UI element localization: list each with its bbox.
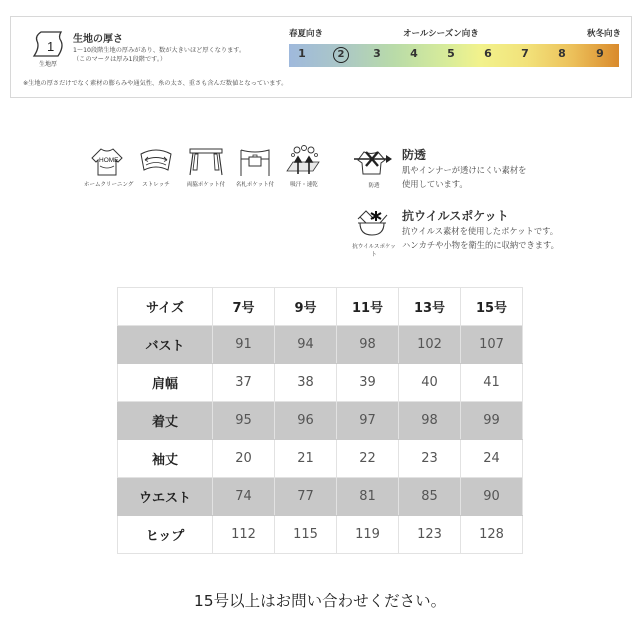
header-cell: 15号	[461, 288, 523, 326]
footer-note: 15号以上はお問い合わせください。	[193, 592, 447, 610]
fabric-thickness-panel	[10, 16, 632, 98]
fabric-thickness-icon-label: 生地厚	[38, 61, 57, 68]
row-label: 肩幅	[118, 364, 213, 402]
feature-antiviral-pocket	[352, 207, 612, 257]
table-row	[118, 326, 523, 364]
name-tag-pocket-icon	[236, 146, 274, 178]
scale-value-selected: 2	[333, 47, 349, 63]
table-cell: 24	[461, 440, 523, 478]
table-cell: 112	[213, 516, 275, 554]
thickness-note: ※生地の厚さだけでなく素材の膨らみや通気性、糸の太さ、重さも含んだ数値となっています。	[23, 80, 288, 87]
feature-body-line: 肌やインナーが透けにくい素材を	[402, 165, 527, 175]
scale-value: 4	[410, 47, 418, 60]
table-cell: 91	[213, 326, 275, 364]
row-label: 着丈	[118, 402, 213, 440]
table-cell: 20	[213, 440, 275, 478]
feature-label: ホームクリーニング	[84, 182, 134, 188]
table-cell: 22	[337, 440, 399, 478]
header-cell: サイズ	[118, 288, 213, 326]
feature-stretch	[134, 146, 178, 188]
table-cell: 119	[337, 516, 399, 554]
feature-icon-label: 抗ウイルスポケット	[352, 244, 396, 258]
table-cell: 21	[275, 440, 337, 478]
feature-body	[402, 163, 526, 191]
table-cell: 37	[213, 364, 275, 402]
table-cell: 97	[337, 402, 399, 440]
scale-value: 8	[558, 47, 566, 60]
table-cell: 102	[399, 326, 461, 364]
header-cell: 13号	[399, 288, 461, 326]
table-cell: 40	[399, 364, 461, 402]
feature-label: ストレッチ	[142, 182, 170, 188]
table-row	[118, 478, 523, 516]
thickness-description	[73, 46, 245, 64]
all-season-label: オールシーズン向き	[403, 29, 479, 39]
feature-title: 抗ウイルスポケット	[402, 209, 509, 223]
table-row	[118, 440, 523, 478]
table-cell: 77	[275, 478, 337, 516]
size-table	[117, 287, 523, 554]
scale-value: 3	[373, 47, 381, 60]
feature-label: 吸汗・速乾	[290, 182, 318, 188]
header-cell: 11号	[337, 288, 399, 326]
antiviral-pocket-icon-wrap	[352, 207, 396, 258]
table-cell: 123	[399, 516, 461, 554]
antiviral-pocket-icon	[352, 207, 392, 237]
table-cell: 95	[213, 402, 275, 440]
feature-body-line: 使用しています。	[402, 179, 468, 189]
anti-see-through-icon-wrap	[352, 146, 396, 189]
thickness-scale-bar	[289, 44, 619, 67]
table-row	[118, 402, 523, 440]
feature-sweat-absorb-quick-dry	[281, 144, 327, 188]
table-cell: 128	[461, 516, 523, 554]
svg-text:1: 1	[47, 39, 55, 54]
home-cleaning-icon	[89, 146, 125, 178]
side-pockets-icon	[187, 146, 225, 178]
thickness-title: 生地の厚さ	[73, 34, 123, 45]
row-label: ヒップ	[118, 516, 213, 554]
feature-label: 両脇ポケット付	[186, 182, 226, 188]
table-row	[118, 364, 523, 402]
thickness-desc-line: 1〜10段階生地の厚みがあり、数が大きいほど厚くなります。	[73, 47, 246, 54]
table-cell: 23	[399, 440, 461, 478]
feature-title: 防透	[402, 148, 427, 162]
table-cell: 96	[275, 402, 337, 440]
feature-body-line: ハンカチや小物を衛生的に収納できます。	[402, 240, 559, 250]
row-label: ウエスト	[118, 478, 213, 516]
table-cell: 39	[337, 364, 399, 402]
scale-value: 6	[484, 47, 492, 60]
table-cell: 107	[461, 326, 523, 364]
row-label: バスト	[118, 326, 213, 364]
stretch-icon	[137, 146, 175, 178]
row-label: 袖丈	[118, 440, 213, 478]
table-cell: 115	[275, 516, 337, 554]
feature-anti-see-through	[352, 146, 612, 196]
thickness-desc-line: （このマークは厚み1段階です。）	[73, 56, 167, 63]
season-scale-labels	[289, 27, 621, 39]
scale-value: 9	[596, 47, 604, 60]
header-cell: 7号	[213, 288, 275, 326]
svg-text:HOME: HOME	[99, 157, 119, 164]
table-cell: 41	[461, 364, 523, 402]
feature-home-cleaning	[84, 146, 134, 188]
scale-value: 1	[298, 47, 306, 60]
table-cell: 74	[213, 478, 275, 516]
table-row	[118, 516, 523, 554]
table-cell: 98	[399, 402, 461, 440]
spring-summer-label: 春夏向き	[289, 29, 324, 39]
autumn-winter-label: 秋冬向き	[586, 29, 621, 39]
header-cell: 9号	[275, 288, 337, 326]
anti-see-through-icon	[352, 146, 392, 176]
table-cell: 98	[337, 326, 399, 364]
table-cell: 38	[275, 364, 337, 402]
feature-icon-label: 防透	[368, 183, 380, 189]
feature-name-tag-pocket	[232, 146, 278, 188]
feature-body-line: 抗ウイルス素材を使用したポケットです。	[402, 226, 559, 236]
table-cell: 99	[461, 402, 523, 440]
feature-body	[402, 224, 559, 252]
feature-label: 名札ポケット付	[235, 182, 275, 188]
table-cell: 85	[399, 478, 461, 516]
scale-value: 7	[521, 47, 529, 60]
feature-side-pockets	[183, 146, 229, 188]
table-cell: 94	[275, 326, 337, 364]
table-cell: 81	[337, 478, 399, 516]
sweat-absorb-quick-dry-icon	[285, 144, 323, 178]
scale-value: 5	[447, 47, 455, 60]
table-cell: 90	[461, 478, 523, 516]
size-table-header	[118, 288, 523, 326]
